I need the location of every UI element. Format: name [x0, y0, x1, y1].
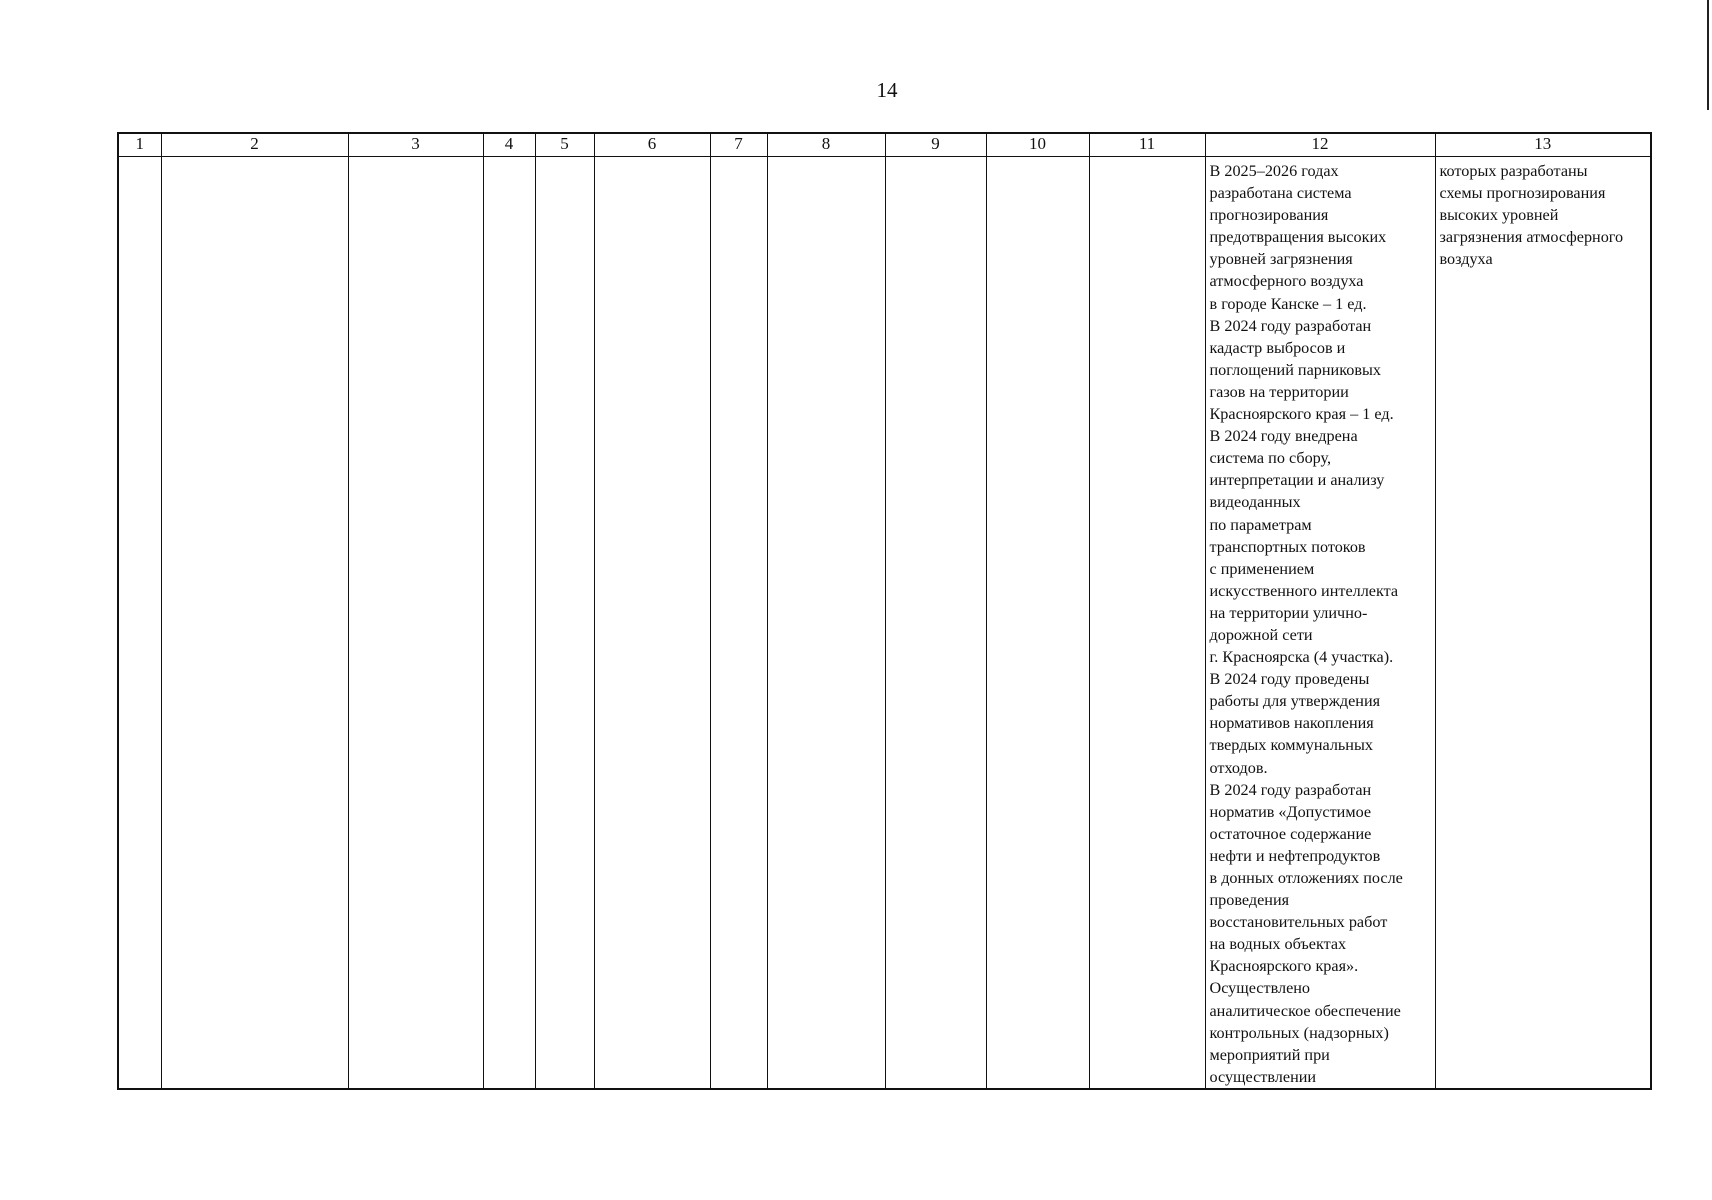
cell-col3: [348, 157, 483, 1089]
cell-col6-text: [595, 157, 710, 160]
cell-col7: [710, 157, 767, 1089]
page-edge-line: [1707, 0, 1709, 110]
column-header-10: 10: [986, 133, 1089, 157]
column-header-4: 4: [483, 133, 535, 157]
cell-col6: [594, 157, 710, 1089]
cell-col7-text: [711, 157, 767, 160]
cell-col2: [161, 157, 348, 1089]
cell-col11: [1089, 157, 1205, 1089]
cell-col5: [535, 157, 594, 1089]
column-header-6: 6: [594, 133, 710, 157]
cell-col10-text: [987, 157, 1089, 160]
column-header-9: 9: [885, 133, 986, 157]
cell-col13-text: которых разработаны схемы прогнозирования высоких уровней загрязнения атмосферного воздуха: [1439, 162, 1624, 269]
column-header-5: 5: [535, 133, 594, 157]
cell-col5-text: [536, 157, 594, 160]
column-header-13: 13: [1435, 133, 1651, 157]
cell-col9: [885, 157, 986, 1089]
column-header-7: 7: [710, 133, 767, 157]
cell-col3-text: [349, 157, 483, 160]
cell-col12-text: В 2025–2026 годах разработана система прогнозирования предотвращения высоких уровней загрязнения атмосферного воздуха в городе Канске – 1 ед. В 2024 году разработан кадастр выбросов и поглощений парниковых газов на территории Красноярского края – 1 ед. В 2024 году внедрена система по сбору, интерпретации и анализу видеоданных по параметрам транспортных потоков с применением искусственного интеллекта на территории улично- дорожной сети г. Красноярска (4 участка). В 2024 году проведены работы для утверждения нормативов накопления твердых коммунальных отходов. В 2024 году разработан норматив «Допустимое остаточное содержание нефти и нефтепродуктов в донных отложениях после проведения восстановительных работ на водных объектах Красноярского края». Осуществлено аналитическое обеспечение контрольных (надзорных) мероприятий при осуществлении: [1209, 162, 1403, 1086]
table-row: [118, 157, 1651, 1089]
column-header-8: 8: [767, 133, 885, 157]
cell-col12: [1205, 157, 1435, 1089]
column-header-11: 11: [1089, 133, 1205, 157]
data-table: [117, 132, 1652, 1090]
column-header-2: 2: [161, 133, 348, 157]
cell-col4: [483, 157, 535, 1089]
cell-col8-text: [768, 157, 885, 160]
cell-col10: [986, 157, 1089, 1089]
cell-col13: [1435, 157, 1651, 1089]
page-number: 14: [876, 78, 898, 102]
cell-col9-text: [886, 157, 986, 160]
cell-col2-text: [162, 157, 348, 160]
cell-col11-text: [1090, 157, 1205, 160]
cell-col1-text: [119, 157, 161, 160]
cell-col4-text: [484, 157, 535, 160]
column-header-12: 12: [1205, 133, 1435, 157]
cell-col1: [118, 157, 161, 1089]
column-header-1: 1: [118, 133, 161, 157]
cell-col8: [767, 157, 885, 1089]
header-row: [118, 133, 1651, 157]
column-header-3: 3: [348, 133, 483, 157]
